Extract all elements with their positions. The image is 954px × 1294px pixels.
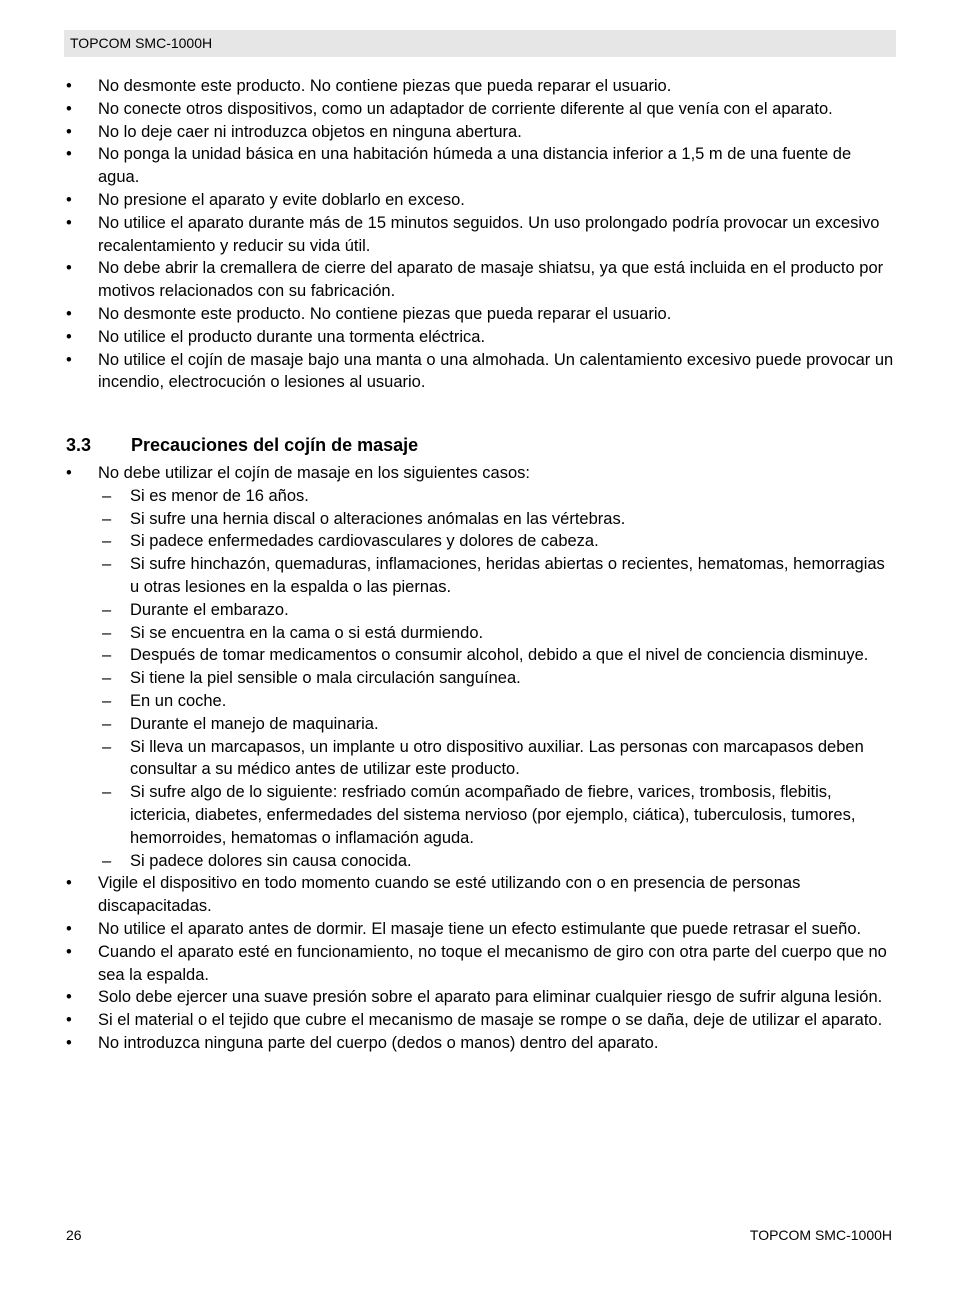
bullet-icon: • xyxy=(66,327,72,346)
bullet-icon: • xyxy=(66,213,72,232)
dash-icon: – xyxy=(102,555,112,574)
sublist-item xyxy=(98,713,896,736)
bullet-icon: • xyxy=(66,190,72,209)
list-item xyxy=(64,189,896,212)
sublist-item-text: Si sufre una hernia discal o alteraciones anómalas en las vértebras. xyxy=(130,509,626,528)
list-item-text: Vigile el dispositivo en todo momento cuando se esté utilizando con o en presencia de personas discapacitadas. xyxy=(98,874,801,916)
page-number: 26 xyxy=(66,1227,82,1243)
list-item-text: No debe abrir la cremallera de cierre del aparato de masaje shiatsu, ya que está incluida en el producto por motivos relacionados con su fabricación. xyxy=(98,259,884,301)
safety-instructions-list xyxy=(64,75,896,394)
list-item-text: Solo debe ejercer una suave presión sobre el aparato para eliminar cualquier riesgo de sufrir alguna lesión. xyxy=(98,988,883,1007)
sublist-item xyxy=(98,736,896,782)
dash-icon: – xyxy=(102,532,112,551)
list-item xyxy=(64,349,896,395)
massage-cushion-precautions-list xyxy=(64,462,896,1055)
dash-icon: – xyxy=(102,737,112,756)
list-item-text: No lo deje caer ni introduzca objetos en ninguna abertura. xyxy=(98,122,522,141)
list-item xyxy=(64,121,896,144)
sublist-item xyxy=(98,485,896,508)
sublist-item-text: Si sufre hinchazón, quemaduras, inflamaciones, heridas abiertas o recientes, hematomas, hemorragias u otras lesiones en la espalda o las piernas. xyxy=(130,555,885,596)
bullet-icon: • xyxy=(66,99,72,118)
bullet-icon: • xyxy=(66,919,72,938)
sublist-item-text: Si lleva un marcapasos, un implante u otro dispositivo auxiliar. Las personas con marcapasos deben consultar a su médico antes de utilizar este producto. xyxy=(130,737,864,779)
bullet-icon: • xyxy=(66,259,72,278)
sublist-item-text: Durante el embarazo. xyxy=(130,600,289,619)
dash-icon: – xyxy=(102,600,112,619)
list-item xyxy=(64,303,896,326)
sublist-item-text: Si sufre algo de lo siguiente: resfriado común acompañado de fiebre, varices, trombosis, flebitis, ictericia, diabetes, enfermedades del sistema nervioso (por ejemplo, ciática), tuberculosis, tumores, hemorroides, hematomas o inflamación aguda. xyxy=(130,783,856,847)
sublist-item xyxy=(98,667,896,690)
list-item-text: No desmonte este producto. No contiene piezas que pueda reparar el usuario. xyxy=(98,77,672,95)
section-title: Precauciones del cojín de masaje xyxy=(131,435,419,455)
list-item xyxy=(64,872,896,918)
list-item xyxy=(64,143,896,189)
bullet-icon: • xyxy=(66,122,72,141)
list-item xyxy=(64,98,896,121)
list-item-text: No utilice el cojín de masaje bajo una manta o una almohada. Un calentamiento excesivo puede provocar un incendio, electrocución o lesiones al usuario. xyxy=(98,350,894,392)
sublist-item-text: Si se encuentra en la cama o si está durmiendo. xyxy=(130,623,484,642)
dash-icon: – xyxy=(102,646,112,665)
bullet-icon: • xyxy=(66,874,72,893)
list-item xyxy=(64,986,896,1009)
sublist-item-text: Si es menor de 16 años. xyxy=(130,486,309,505)
sublist-item xyxy=(98,644,896,667)
dash-icon: – xyxy=(102,486,112,505)
sublist-item-text: Durante el manejo de maquinaria. xyxy=(130,714,379,733)
list-item xyxy=(64,1032,896,1055)
list-item-text: No utilice el aparato antes de dormir. El masaje tiene un efecto estimulante que puede retrasar el sueño. xyxy=(98,919,862,938)
list-item xyxy=(64,257,896,303)
list-item xyxy=(64,326,896,349)
list-item-text: No presione el aparato y evite doblarlo en exceso. xyxy=(98,190,465,209)
bullet-icon: • xyxy=(66,1033,72,1052)
bullet-icon: • xyxy=(66,464,72,482)
list-item xyxy=(64,462,896,872)
list-item-text: Si el material o el tejido que cubre el mecanismo de masaje se rompe o se daña, deje de utilizar el aparato. xyxy=(98,1011,883,1030)
sublist-item xyxy=(98,553,896,599)
list-item xyxy=(64,941,896,987)
list-item-text: Cuando el aparato esté en funcionamiento, no toque el mecanismo de giro con otra parte del cuerpo que no sea la espalda. xyxy=(98,942,887,984)
sublist-item-text: Después de tomar medicamentos o consumir alcohol, debido a que el nivel de conciencia disminuye. xyxy=(130,646,869,665)
dash-icon: – xyxy=(102,691,112,710)
dash-icon: – xyxy=(102,669,112,688)
list-item-text: No utilice el producto durante una tormenta eléctrica. xyxy=(98,327,486,346)
section-heading xyxy=(66,434,418,456)
dash-icon: – xyxy=(102,714,112,733)
sublist-item-text: Si padece enfermedades cardiovasculares y dolores de cabeza. xyxy=(130,532,599,551)
sublist-item-text: En un coche. xyxy=(130,691,227,710)
bullet-icon: • xyxy=(66,988,72,1007)
list-item-text: No introduzca ninguna parte del cuerpo (dedos o manos) dentro del aparato. xyxy=(98,1033,659,1052)
list-item-text: No conecte otros dispositivos, como un adaptador de corriente diferente al que venía con el aparato. xyxy=(98,99,833,118)
bullet-icon: • xyxy=(66,350,72,369)
bullet-icon: • xyxy=(66,942,72,961)
bullet-icon: • xyxy=(66,77,72,95)
list-item xyxy=(64,1009,896,1032)
page-header xyxy=(64,30,896,57)
list-item xyxy=(64,918,896,941)
dash-icon: – xyxy=(102,623,112,642)
sublist-item xyxy=(98,508,896,531)
list-item-text: No debe utilizar el cojín de masaje en los siguientes casos: xyxy=(98,464,530,482)
sublist-item xyxy=(98,850,896,873)
footer-product-name: TOPCOM SMC-1000H xyxy=(749,1227,892,1243)
list-item xyxy=(64,212,896,258)
header-product-name: TOPCOM SMC-1000H xyxy=(70,35,213,51)
contraindications-sublist xyxy=(98,485,896,873)
dash-icon: – xyxy=(102,851,112,870)
list-item-text: No utilice el aparato durante más de 15 minutos seguidos. Un uso prolongado podría provocar un excesivo recalentamiento y reducir su vida útil. xyxy=(98,213,880,255)
sublist-item xyxy=(98,781,896,849)
sublist-item-text: Si tiene la piel sensible o mala circulación sanguínea. xyxy=(130,669,521,688)
dash-icon: – xyxy=(102,783,112,802)
sublist-item-text: Si padece dolores sin causa conocida. xyxy=(130,851,412,870)
dash-icon: – xyxy=(102,509,112,528)
bullet-icon: • xyxy=(66,304,72,323)
list-item-text: No desmonte este producto. No contiene piezas que pueda reparar el usuario. xyxy=(98,304,672,323)
sublist-item xyxy=(98,599,896,622)
list-item xyxy=(64,75,896,98)
sublist-item xyxy=(98,622,896,645)
section-number: 3.3 xyxy=(66,435,92,455)
sublist-item xyxy=(98,690,896,713)
list-item-text: No ponga la unidad básica en una habitación húmeda a una distancia inferior a 1,5 m de una fuente de agua. xyxy=(98,145,852,187)
bullet-icon: • xyxy=(66,1011,72,1030)
bullet-icon: • xyxy=(66,145,72,164)
sublist-item xyxy=(98,530,896,553)
